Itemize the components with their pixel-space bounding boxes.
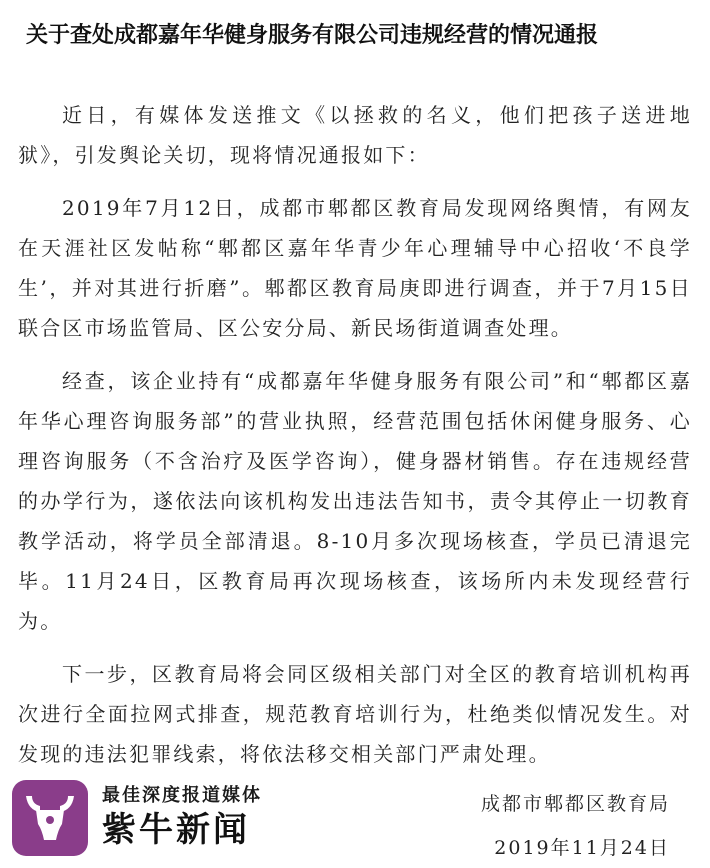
media-watermark: [12, 780, 262, 856]
signature-block: [481, 786, 670, 866]
document-footer: [0, 770, 710, 868]
paragraph: 近日，有媒体发送推文《以拯救的名义，他们把孩子送进地狱》，引发舆论关切，现将情况通报如下：: [18, 103, 692, 167]
document-title: 关于查处成都嘉年华健身服务有限公司违规经营的情况通报: [26, 23, 599, 48]
paragraph: 下一步，区教育局将会同区级相关部门对全区的教育培训机构再次进行全面拉网式排查，规范教育培训行为，杜绝类似情况发生。对发现的违法犯罪线索，将依法移交相关部门严肃处理。: [18, 662, 692, 766]
paragraph: 经查，该企业持有“成都嘉年华健身服务有限公司”和“郫都区嘉年华心理咨询服务部”的营业执照，经营范围包括休闲健身服务、心理咨询服务（不含治疗及医学咨询），健身器材销售。存在违规经营的办学行为，遂依法向该机构发出违法告知书，责令其停止一切教育教学活动，将学员全部清退。8-10月多次现场核查，学员已清退完毕。11月24日，区教育局再次现场核查，该场所内未发现经营行为。: [18, 369, 692, 633]
watermark-name: 紫牛新闻: [102, 810, 250, 850]
issue-date: 2019年11月24日: [494, 837, 670, 859]
watermark-text: [102, 784, 262, 852]
watermark-tagline: 最佳深度报道媒体: [102, 785, 262, 806]
bull-head-logo-icon: [12, 780, 88, 856]
paragraph: 2019年7月12日，成都市郫都区教育局发现网络舆情，有网友在天涯社区发帖称“郫都区嘉年华青少年心理辅导中心招收‘不良学生’，并对其进行折磨”。郫都区教育局庚即进行调查，并于7月15日联合区市场监管局、区公安分局、新民场街道调查处理。: [18, 196, 692, 340]
issuer: 成都市郫都区教育局: [480, 793, 670, 815]
document-body: [18, 95, 692, 787]
